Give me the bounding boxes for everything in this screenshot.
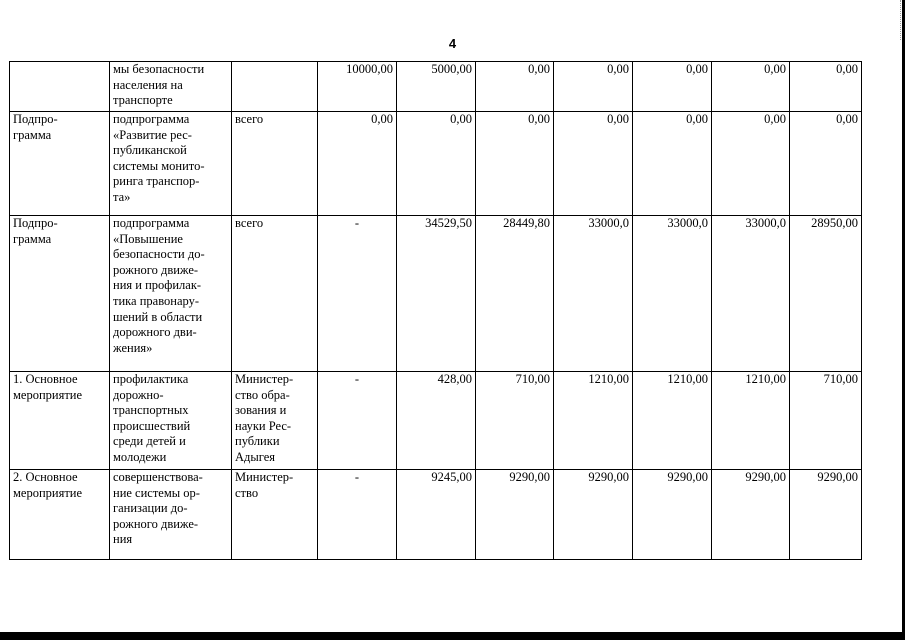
cell-line: Подпро- <box>13 112 58 126</box>
value-cell: 0,00 <box>790 112 862 216</box>
value-cell: - <box>318 470 397 560</box>
value-cell: 0,00 <box>397 112 476 216</box>
table-row <box>10 372 862 470</box>
value-cell: 710,00 <box>790 372 862 470</box>
row-type-cell <box>10 470 110 560</box>
value-cell: 0,00 <box>712 62 790 112</box>
cell-line: 1. Основное <box>13 372 78 386</box>
cell-line: совершенствова- <box>113 470 203 484</box>
cell-line: дорожного дви- <box>113 325 197 340</box>
row-name-cell <box>110 470 232 560</box>
row-type-cell <box>10 216 110 372</box>
cell-line: Министер- <box>235 470 294 484</box>
value-cell: 0,00 <box>318 112 397 216</box>
table-body <box>10 62 862 560</box>
cell-line: шений в области <box>113 309 203 324</box>
value-cell: - <box>318 216 397 372</box>
value-cell: 0,00 <box>476 62 554 112</box>
cell-line: транспортных <box>113 403 189 418</box>
budget-table <box>9 61 862 560</box>
cell-line: транспорте <box>113 93 173 108</box>
cell-line: Подпро- <box>13 216 58 230</box>
cell-line: подпрограмма <box>113 216 190 230</box>
value-cell: 0,00 <box>633 112 712 216</box>
cell-line: 2. Основное <box>13 470 78 484</box>
cell-line: «Повышение <box>113 231 183 246</box>
value-cell: 1210,00 <box>633 372 712 470</box>
value-cell: 33000,0 <box>712 216 790 372</box>
cell-line: публики <box>235 434 280 449</box>
page-number: 4 <box>448 36 457 51</box>
value-cell: 710,00 <box>476 372 554 470</box>
cell-line: населения на <box>113 77 183 92</box>
cell-line: жения» <box>113 340 153 355</box>
cell-line: рожного движе- <box>113 262 199 277</box>
cell-line: Адыгея <box>235 449 276 464</box>
cell-line: безопасности до- <box>113 247 205 262</box>
row-type-cell <box>10 112 110 216</box>
table-row <box>10 112 862 216</box>
cell-line: происшествий <box>113 418 191 433</box>
value-cell: 9290,00 <box>633 470 712 560</box>
value-cell: 9245,00 <box>397 470 476 560</box>
value-cell: 33000,0 <box>554 216 633 372</box>
responsible-cell <box>232 62 318 112</box>
cell-line: ринга транспор- <box>113 174 200 189</box>
cell-line: среди детей и <box>113 434 186 449</box>
cell-line: публиканской <box>113 143 187 158</box>
cell-line: зования и <box>235 403 287 418</box>
cell-line: ния и профилак- <box>113 278 202 293</box>
value-cell: 28950,00 <box>790 216 862 372</box>
table-row <box>10 470 862 560</box>
value-cell: 28449,80 <box>476 216 554 372</box>
value-cell: 0,00 <box>633 62 712 112</box>
cell-line: Министер- <box>235 372 294 386</box>
row-type-cell <box>10 372 110 470</box>
cell-line: молодежи <box>113 449 167 464</box>
value-cell: 0,00 <box>554 112 633 216</box>
responsible-cell <box>232 372 318 470</box>
cell-line: «Развитие рес- <box>113 127 192 142</box>
cell-line: тика правонару- <box>113 293 199 308</box>
cell-line: системы монито- <box>113 158 205 173</box>
cell-line: та» <box>113 189 131 204</box>
cell-line: профилактика <box>113 372 189 386</box>
value-cell: 0,00 <box>790 62 862 112</box>
cell-line: подпрограмма <box>113 112 190 126</box>
cell-line: мы безопасности <box>113 62 205 76</box>
row-name-cell <box>110 216 232 372</box>
value-cell: 5000,00 <box>397 62 476 112</box>
value-cell: 34529,50 <box>397 216 476 372</box>
row-name-cell <box>110 372 232 470</box>
cell-line: науки Рес- <box>235 418 292 433</box>
cell-line: грамма <box>13 127 52 142</box>
cell-line: ния <box>113 532 133 547</box>
cell-line: мероприятие <box>13 485 83 500</box>
value-cell: 0,00 <box>476 112 554 216</box>
responsible-cell: всего <box>232 216 318 372</box>
table-row <box>10 62 862 112</box>
value-cell: 33000,0 <box>633 216 712 372</box>
value-cell: 1210,00 <box>554 372 633 470</box>
responsible-cell <box>232 470 318 560</box>
value-cell: 0,00 <box>712 112 790 216</box>
value-cell: 10000,00 <box>318 62 397 112</box>
scan-bottom-border <box>0 632 905 640</box>
table-row <box>10 216 862 372</box>
cell-line: ство обра- <box>235 387 290 402</box>
cell-line: дорожно- <box>113 387 164 402</box>
cell-line: мероприятие <box>13 387 83 402</box>
value-cell: 9290,00 <box>476 470 554 560</box>
cell-line: грамма <box>13 231 52 246</box>
responsible-cell: всего <box>232 112 318 216</box>
cell-line: ство <box>235 485 259 500</box>
row-type-cell <box>10 62 110 112</box>
value-cell: 428,00 <box>397 372 476 470</box>
row-name-cell <box>110 62 232 112</box>
cell-line: рожного движе- <box>113 516 199 531</box>
cell-line: ганизации до- <box>113 501 188 516</box>
row-name-cell <box>110 112 232 216</box>
cell-line: ние системы ор- <box>113 485 200 500</box>
value-cell: - <box>318 372 397 470</box>
value-cell: 9290,00 <box>712 470 790 560</box>
value-cell: 9290,00 <box>554 470 633 560</box>
value-cell: 9290,00 <box>790 470 862 560</box>
value-cell: 1210,00 <box>712 372 790 470</box>
value-cell: 0,00 <box>554 62 633 112</box>
